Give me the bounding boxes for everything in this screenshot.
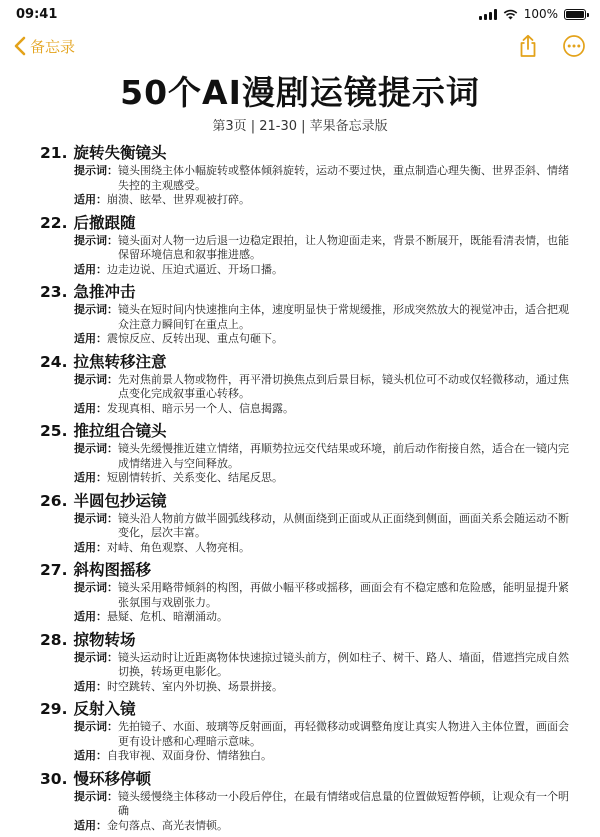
prompt-row [42, 234, 576, 263]
prompt-row [42, 512, 576, 541]
section-number: 29. [40, 700, 68, 718]
use-label: 适用： [74, 679, 107, 693]
wifi-icon [503, 9, 518, 20]
use-row [42, 193, 576, 208]
use-label: 适用： [74, 610, 107, 623]
section-title: 后撤跟随 [73, 213, 136, 232]
back-label: 备忘录 [30, 37, 76, 56]
prompt-section [0, 142, 600, 208]
section-title: 慢环移停顿 [73, 769, 151, 788]
use-label: 适用： [74, 193, 107, 206]
section-number: 24. [40, 352, 68, 371]
prompt-row [42, 303, 576, 332]
prompt-label: 提示词： [74, 164, 118, 177]
prompt-row [42, 164, 576, 193]
battery-icon [564, 9, 586, 20]
share-button[interactable] [518, 34, 538, 58]
use-text: 对峙、角色观察、人物亮相。 [107, 540, 250, 554]
prompt-label: 提示词： [74, 650, 118, 664]
section-heading [40, 559, 576, 581]
section-heading [40, 629, 576, 651]
use-row [42, 541, 576, 556]
nav-bar [0, 28, 600, 64]
use-text: 悬疑、危机、暗潮涌动。 [107, 610, 228, 623]
use-text: 边走边说、压迫式逼近、开场口播。 [107, 262, 283, 276]
prompt-text: 镜头采用略带倾斜的构图，再做小幅平移或摇移，画面会有不稳定感和危险感，能明显提升紧张氛围与戏剧张力。 [118, 581, 569, 609]
prompt-text: 镜头围绕主体小幅旋转或整体倾斜旋转，运动不要过快，重点制造心理失衡、世界歪斜、情绪失控的主观感受。 [118, 164, 569, 192]
use-row [42, 680, 576, 695]
section-heading [40, 351, 576, 373]
share-icon [518, 34, 538, 58]
prompt-label: 提示词： [74, 303, 118, 316]
prompt-row [42, 373, 576, 402]
note-content[interactable] [0, 64, 600, 837]
use-text: 发现真相、暗示另一个人、信息揭露。 [107, 401, 294, 415]
prompt-text: 先拍镜子、水面、玻璃等反射画面，再轻微移动或调整角度让真实人物进入主体位置，画面会更有设计感和心理暗示意味。 [118, 720, 569, 748]
back-button[interactable] [14, 36, 75, 57]
note-subtitle: 第3页 | 21-30 | 苹果备忘录版 [212, 119, 388, 134]
prompt-text: 镜头在短时间内快速推向主体，速度明显快于常规缓推，形成突然放大的视觉冲击，适合把观众注意力瞬间钉在重点上。 [118, 303, 569, 331]
section-number: 30. [40, 769, 68, 788]
use-row [42, 332, 576, 347]
prompt-label: 提示词： [74, 233, 118, 247]
prompt-row [42, 442, 576, 471]
section-title: 半圆包抄运镜 [73, 491, 167, 510]
battery-percent: 100% [523, 7, 558, 21]
status-bar [0, 0, 600, 28]
section-title: 急推冲击 [73, 283, 136, 301]
section-number: 26. [40, 491, 68, 510]
section-heading [40, 698, 576, 720]
section-number: 28. [40, 630, 68, 649]
prompt-row [42, 581, 576, 610]
use-label: 适用： [74, 749, 107, 762]
use-text: 震惊反应、反转出现、重点句砸下。 [107, 332, 283, 345]
prompt-text: 镜头缓慢绕主体移动一小段后停住，在最有情绪或信息量的位置做短暂停顿，让观众有一个明确 [118, 789, 569, 817]
nav-actions [518, 34, 586, 58]
section-heading [40, 212, 576, 234]
section-list [0, 142, 600, 833]
section-title: 掠物转场 [73, 630, 136, 649]
prompt-label: 提示词： [74, 511, 118, 525]
use-label: 适用： [74, 540, 107, 554]
use-label: 适用： [74, 818, 107, 832]
section-heading [40, 142, 576, 164]
section-title: 斜构图摇移 [73, 561, 151, 579]
use-text: 自我审视、双面身份、情绪独白。 [107, 749, 272, 762]
battery-fill [566, 11, 584, 18]
section-title: 拉焦转移注意 [73, 352, 167, 371]
use-row [42, 819, 576, 834]
use-row [42, 263, 576, 278]
section-title: 推拉组合镜头 [73, 422, 167, 440]
use-text: 金句落点、高光表情顿。 [107, 818, 228, 832]
use-text: 短剧情转折、关系变化、结尾反思。 [107, 471, 283, 484]
ellipsis-circle-icon [562, 34, 586, 58]
section-number: 27. [40, 561, 68, 579]
prompt-section [0, 768, 600, 834]
section-number: 21. [40, 144, 68, 162]
section-number: 22. [40, 213, 68, 232]
prompt-text: 镜头面对人物一边后退一边稳定跟拍，让人物迎面走来，背景不断展开，既能看清表情，也能保留环境信息和叙事推进感。 [118, 233, 569, 261]
use-label: 适用： [74, 332, 107, 345]
prompt-label: 提示词： [74, 789, 118, 803]
status-time: 09:41 [16, 6, 58, 22]
section-number: 25. [40, 422, 68, 440]
prompt-row [42, 651, 576, 680]
section-heading [40, 490, 576, 512]
prompt-section [0, 281, 600, 347]
prompt-text: 镜头先缓慢推近建立情绪，再顺势拉远交代结果或环境，前后动作衔接自然，适合在一镜内完成情绪进入与空间释放。 [118, 442, 569, 470]
section-title: 旋转失衡镜头 [73, 144, 167, 162]
section-heading [40, 420, 576, 442]
prompt-section [0, 629, 600, 695]
use-row [42, 402, 576, 417]
prompt-section [0, 212, 600, 278]
prompt-text: 先对焦前景人物或物件，再平滑切换焦点到后景目标，镜头机位可不动或仅轻微移动，通过焦点变化完成叙事重心转移。 [118, 372, 569, 400]
cellular-signal-icon [479, 9, 497, 20]
section-heading [40, 768, 576, 790]
use-label: 适用： [74, 471, 107, 484]
prompt-row [42, 720, 576, 749]
use-label: 适用： [74, 262, 107, 276]
note-title: 50个AI漫剧运镜提示词 [120, 73, 480, 112]
prompt-section [0, 698, 600, 764]
prompt-section [0, 351, 600, 417]
use-text: 崩溃、眩晕、世界观被打碎。 [107, 193, 250, 206]
use-row [42, 749, 576, 764]
more-button[interactable] [562, 34, 586, 58]
prompt-text: 镜头沿人物前方做半圆弧线移动，从侧面绕到正面或从正面绕到侧面，画面关系会随运动不断变化，层次丰富。 [118, 511, 569, 539]
prompt-section [0, 420, 600, 486]
prompt-text: 镜头运动时让近距离物体快速掠过镜头前方，例如柱子、树干、路人、墙面，借遮挡完成自然切换，转场更电影化。 [118, 650, 569, 678]
prompt-label: 提示词： [74, 372, 118, 386]
chevron-left-icon [14, 36, 26, 56]
use-label: 适用： [74, 401, 107, 415]
status-indicators [479, 7, 586, 21]
prompt-label: 提示词： [74, 442, 118, 455]
section-heading [40, 281, 576, 303]
use-text: 时空跳转、室内外切换、场景拼接。 [107, 679, 283, 693]
use-row [42, 471, 576, 486]
section-number: 23. [40, 283, 68, 301]
prompt-section [0, 490, 600, 556]
prompt-label: 提示词： [74, 720, 118, 733]
prompt-row [42, 790, 576, 819]
prompt-label: 提示词： [74, 581, 118, 594]
section-title: 反射入镜 [73, 700, 136, 718]
prompt-section [0, 559, 600, 625]
use-row [42, 610, 576, 625]
